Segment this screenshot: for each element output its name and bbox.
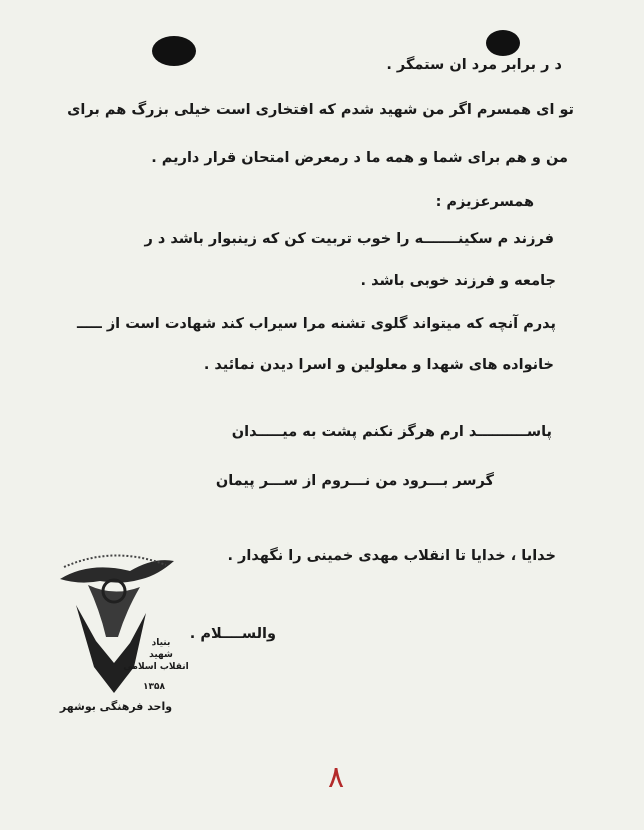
stamp-line: بنیاد (151, 638, 171, 648)
letter-line: والســــلام . (189, 626, 276, 642)
stamp-line: ۱۳۵۸ (143, 682, 165, 692)
dove-body-shape (88, 585, 140, 637)
letter-line: خانواده های شهدا و معلولین و اسرا دیدن نمائید . (203, 357, 554, 373)
binder-hole-left (152, 36, 196, 66)
stamp-line: انقلاب اسلامی (123, 662, 189, 672)
letter-line: من و هم برای شما و همه ما د رمعرض امتحان قرار داریم . (151, 150, 568, 166)
letter-line: گرسر بـــرود من نـــروم از ســـر پیمان (215, 473, 494, 489)
stamp-caption: واحد فرهنگی بوشهر (59, 700, 173, 713)
foundation-logo (50, 545, 189, 725)
letter-line: پدرم آنچه که میتواند گلوی تشنه مرا سیراب کند شهادت است از ـــــ (77, 316, 556, 332)
page-number: ۸ (327, 760, 345, 795)
letter-line: تو ای همسرم اگر من شهید شدم که افتخاری است خیلی بزرگ هم برای (67, 102, 574, 118)
letter-line: خدایا ، خدایا تا انقلاب مهدی خمینی را نگهدار . (227, 548, 556, 564)
letter-line: همسرعزیزم : (435, 194, 534, 210)
letter-line: فرزند م سکینـــــــه را خوب تربیت کن که زینبوار باشد د ر (144, 231, 554, 247)
letter-line: پاســــــــــد ارم هرگز نکنم پشت به میـــــدان (231, 424, 552, 440)
letter-line: جامعه و فرزند خوبی باشد . (360, 273, 556, 289)
letter-line: د ر برابر مرد ان ستمگر . (386, 57, 562, 73)
stamp-line: شهید (149, 650, 173, 660)
binder-hole-right (486, 30, 520, 56)
